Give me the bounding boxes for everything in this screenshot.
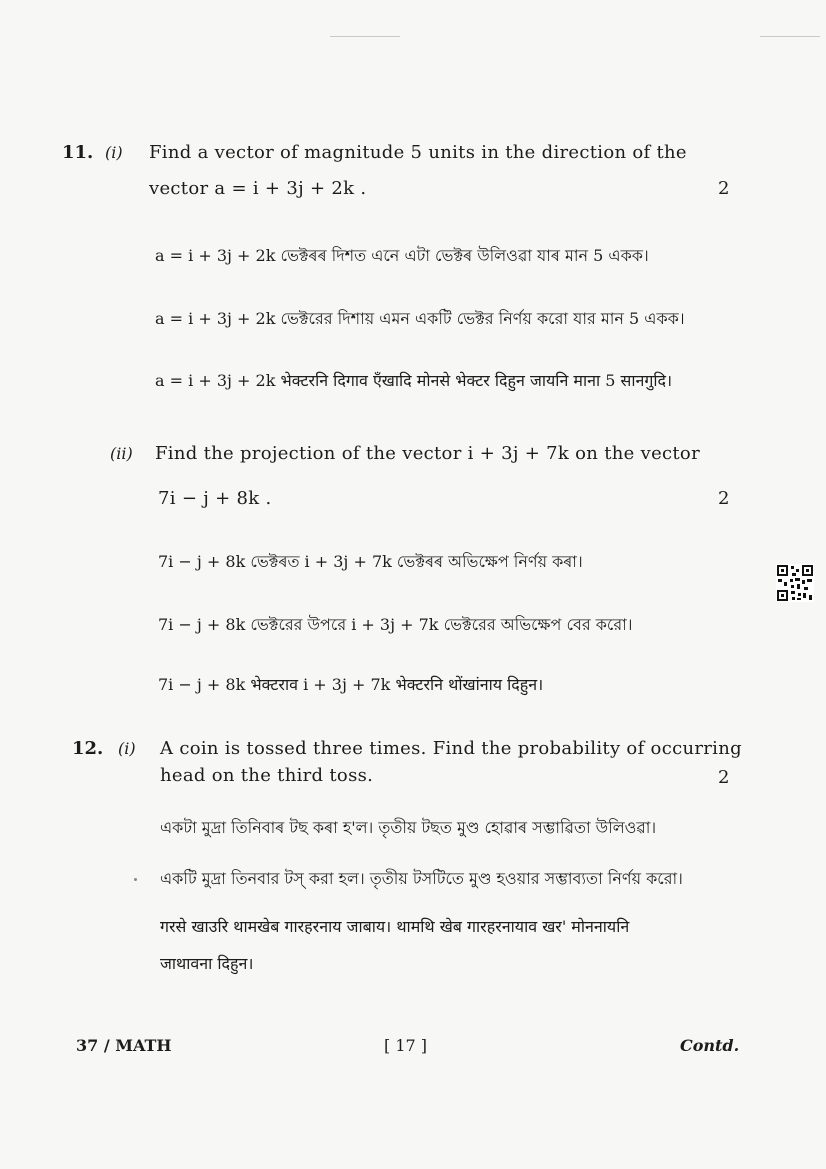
q12-i-line2: head on the third toss. (160, 765, 374, 786)
footer-page-number: [ 17 ] (384, 1036, 428, 1055)
q12-i-bengali: একটি মুদ্রা তিনবার টস্ করা হল। তৃতীয় টসটিতে মুণ্ড হওয়ার সম্ভাব্যতা নির্ণয় করো। (160, 869, 683, 888)
footer-contd: Contd. (680, 1036, 740, 1055)
q11-number: 11. (62, 142, 94, 163)
q12-number: 12. (72, 738, 104, 759)
q11-i-line1: Find a vector of magnitude 5 units in the direction of the (149, 142, 687, 163)
q11-part-ii-label: (ii) (110, 444, 133, 463)
top-rule-right (760, 36, 820, 37)
q11-ii-line2: 7i − j + 8k . (158, 488, 272, 509)
q12-part-i-label: (i) (118, 739, 136, 758)
q12-i-assamese: একটা মুদ্ৰা তিনিবাৰ টছ কৰা হ'ল। তৃতীয় টছত মুণ্ড হোৱাৰ সম্ভাৱিতা উলিওৱা। (160, 818, 657, 837)
qr-code-icon (776, 564, 814, 602)
q11-i-line2: vector a = i + 3j + 2k . (149, 178, 367, 199)
q12-i-bodo-line2: जाथावना दिहुन। (160, 954, 254, 973)
top-rule-left (330, 36, 400, 37)
q12-i-bodo-line1: गरसे खाउरि थामखेब गारहरनाय जाबाय। थामथि खेब गारहरनायाव खर' मोननायनि (160, 917, 630, 936)
q11-ii-marks: 2 (718, 488, 730, 509)
q11-i-marks: 2 (718, 178, 730, 199)
q11-i-assamese: a = i + 3j + 2k ভেক্টৰৰ দিশত এনে এটা ভেক্টৰ উলিওৱা যাৰ মান 5 একক। (155, 246, 649, 265)
q11-i-bengali: a = i + 3j + 2k ভেক্টরের দিশায় এমন একটি ভেক্টর নির্ণয় করো যার মান 5 একক। (155, 309, 685, 328)
q11-ii-bodo: 7i − j + 8k भेक्टराव i + 3j + 7k भेक्टरनि थोंखांनाय दिहुन। (158, 675, 544, 694)
q12-i-marks: 2 (718, 767, 730, 788)
stray-mark (134, 878, 137, 881)
q11-ii-line1: Find the projection of the vector i + 3j + 7k on the vector (155, 443, 700, 464)
q11-i-bodo: a = i + 3j + 2k भेक्टरनि दिगाव एँखादि मोनसे भेक्टर दिहुन जायनि माना 5 सानगुदि। (155, 371, 673, 390)
q12-i-line1: A coin is tossed three times. Find the probability of occurring (160, 738, 742, 759)
q11-ii-assamese: 7i − j + 8k ভেক্টৰত i + 3j + 7k ভেক্টৰৰ অভিক্ষেপ নিৰ্ণয় কৰা। (158, 552, 583, 571)
footer-paper-code: 37 / MATH (76, 1036, 172, 1055)
q11-ii-bengali: 7i − j + 8k ভেক্টরের উপরে i + 3j + 7k ভেক্টরের অভিক্ষেপ বের করো। (158, 615, 633, 634)
q11-part-i-label: (i) (105, 143, 123, 162)
